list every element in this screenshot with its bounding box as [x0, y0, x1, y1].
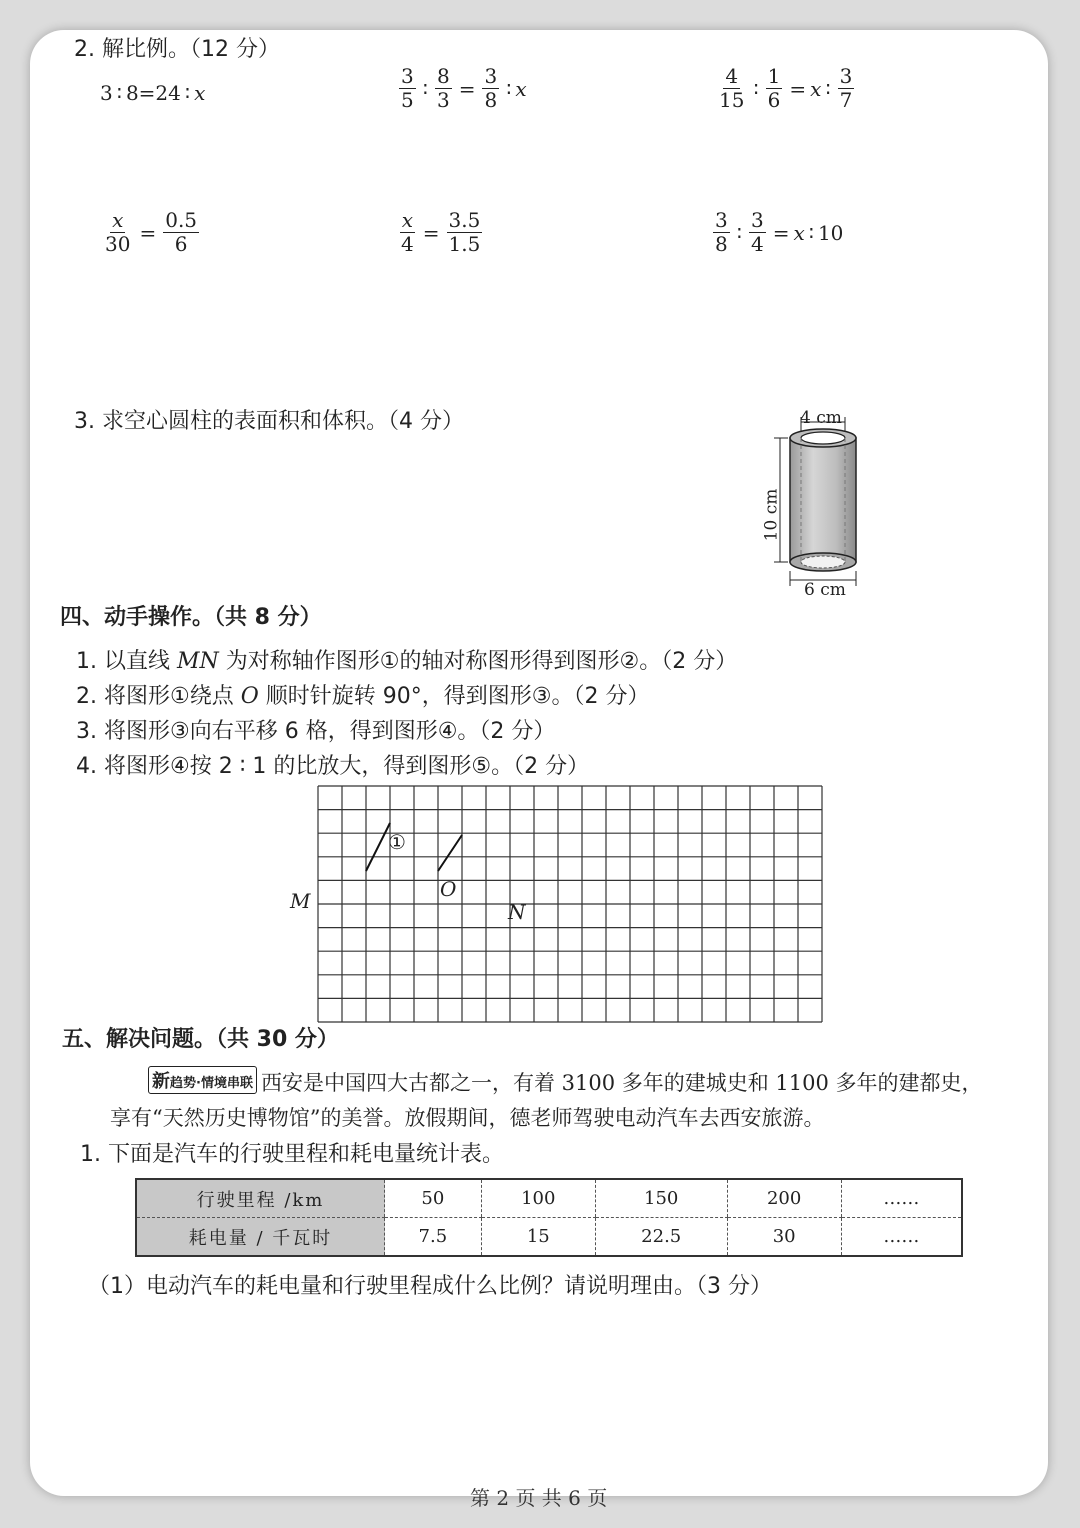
equation-3 — [714, 66, 857, 111]
fraction: $\frac{3}{7}$ — [839, 64, 853, 112]
fraction: $\frac{3}{8}$ — [715, 208, 728, 256]
colon: ∶ — [736, 220, 742, 245]
eq1-x: x — [194, 81, 206, 105]
fraction: $\frac{8}{3}$ — [436, 64, 450, 112]
fraction: $\frac{x}{30}$ — [105, 208, 131, 256]
table-cell: …… — [841, 1179, 962, 1218]
eq6-c: 10 — [817, 220, 844, 245]
outer-diameter-label: 6 cm — [804, 580, 846, 600]
equation-1 — [100, 78, 205, 108]
table-cell: 150 — [595, 1179, 727, 1218]
eq1-a: 3 — [100, 81, 113, 105]
colon: ∶ — [422, 76, 428, 101]
table-cell: 15 — [481, 1218, 595, 1257]
eq3-x: x — [810, 76, 822, 101]
height-label: 10 cm — [761, 488, 782, 542]
table-cell: 100 — [481, 1179, 595, 1218]
section4-heading: 四、动手操作。（共 8 分） — [60, 605, 322, 630]
equals: = — [422, 220, 440, 245]
section5-q1: 1. 下面是汽车的行驶里程和耗电量统计表。 — [80, 1142, 504, 1167]
fraction: $\frac{x}{4}$ — [401, 208, 414, 256]
fraction: $\frac{0.5}{6}$ — [165, 208, 198, 256]
colon: ∶ — [506, 76, 512, 101]
eq2-x: x — [515, 76, 527, 101]
part3-heading: 3. 求空心圆柱的表面积和体积。（4 分） — [74, 409, 464, 434]
eq1-b: 8=24 — [125, 81, 181, 105]
table-row — [136, 1218, 962, 1257]
fraction: $\frac{3}{8}$ — [484, 64, 498, 112]
grid-figure — [318, 786, 822, 1022]
row-header-consumption: 耗电量 / 千瓦时 — [136, 1218, 385, 1257]
fraction: $\frac{3}{4}$ — [750, 208, 764, 256]
figure-1-segment — [366, 823, 390, 871]
point-m-label: M — [290, 889, 311, 913]
section4-q1: 1. 以直线 MN 为对称轴作图形①的轴对称图形得到图形②。（2 分） — [76, 649, 738, 674]
table-cell: 50 — [385, 1179, 482, 1218]
section4-q4: 4. 将图形④按 2 ∶ 1 的比放大，得到图形⑤。（2 分） — [76, 754, 590, 779]
equals: = — [139, 220, 157, 245]
figure-1-label: ① — [388, 830, 406, 854]
equals: = — [458, 76, 476, 101]
table-row — [136, 1179, 962, 1218]
point-o-label: O — [440, 877, 457, 901]
equation-6 — [710, 210, 843, 255]
fraction: $\frac{3.5}{1.5}$ — [448, 208, 481, 256]
equals: = — [772, 220, 790, 245]
section5-intro-line2: 享有“天然历史博物馆”的美誉。放假期间，德老师驾驶电动汽车去西安旅游。 — [110, 1106, 825, 1130]
table-cell: 7.5 — [385, 1218, 482, 1257]
section5-heading: 五、解决问题。（共 30 分） — [62, 1027, 339, 1052]
colon: ∶ — [825, 76, 831, 101]
colon: ∶ — [808, 220, 814, 245]
trend-badge: 新趋势·情境串联 — [148, 1066, 257, 1094]
mileage-consumption-table — [135, 1178, 963, 1257]
table-cell: 22.5 — [595, 1218, 727, 1257]
section4-q2: 2. 将图形①绕点 O 顺时针旋转 90°，得到图形③。（2 分） — [76, 684, 650, 709]
section4-q3: 3. 将图形③向右平移 6 格，得到图形④。（2 分） — [76, 719, 556, 744]
equals: = — [789, 76, 807, 101]
row-header-mileage: 行驶里程 /km — [136, 1179, 385, 1218]
colon: ∶ — [753, 76, 759, 101]
section5-intro-line1: 新趋势·情境串联 西安是中国四大古都之一，有着 3100 多年的建城史和 1100 多年的建都史， — [148, 1066, 983, 1097]
exam-page — [30, 30, 1048, 1510]
inner-diameter-label: 4 cm — [800, 408, 842, 428]
table-cell: …… — [841, 1218, 962, 1257]
equation-5 — [396, 210, 485, 255]
colon: ∶ — [184, 81, 191, 105]
figure-2-segment — [438, 835, 462, 871]
equation-2 — [396, 66, 527, 111]
fraction: $\frac{1}{6}$ — [767, 64, 781, 112]
fraction: $\frac{3}{5}$ — [401, 64, 414, 112]
colon: ∶ — [116, 81, 122, 105]
part2-heading: 2. 解比例。（12 分） — [74, 37, 280, 62]
page-footer: 第 2 页 共 6 页 — [470, 1486, 608, 1510]
section5-sub1: （1）电动汽车的耗电量和行驶里程成什么比例？请说明理由。（3 分） — [88, 1274, 772, 1299]
eq6-x: x — [793, 220, 805, 245]
table-cell: 30 — [727, 1218, 841, 1257]
fraction: $\frac{4}{15}$ — [719, 64, 745, 112]
point-n-label: N — [508, 900, 526, 924]
table-cell: 200 — [727, 1179, 841, 1218]
equation-4 — [100, 210, 202, 255]
